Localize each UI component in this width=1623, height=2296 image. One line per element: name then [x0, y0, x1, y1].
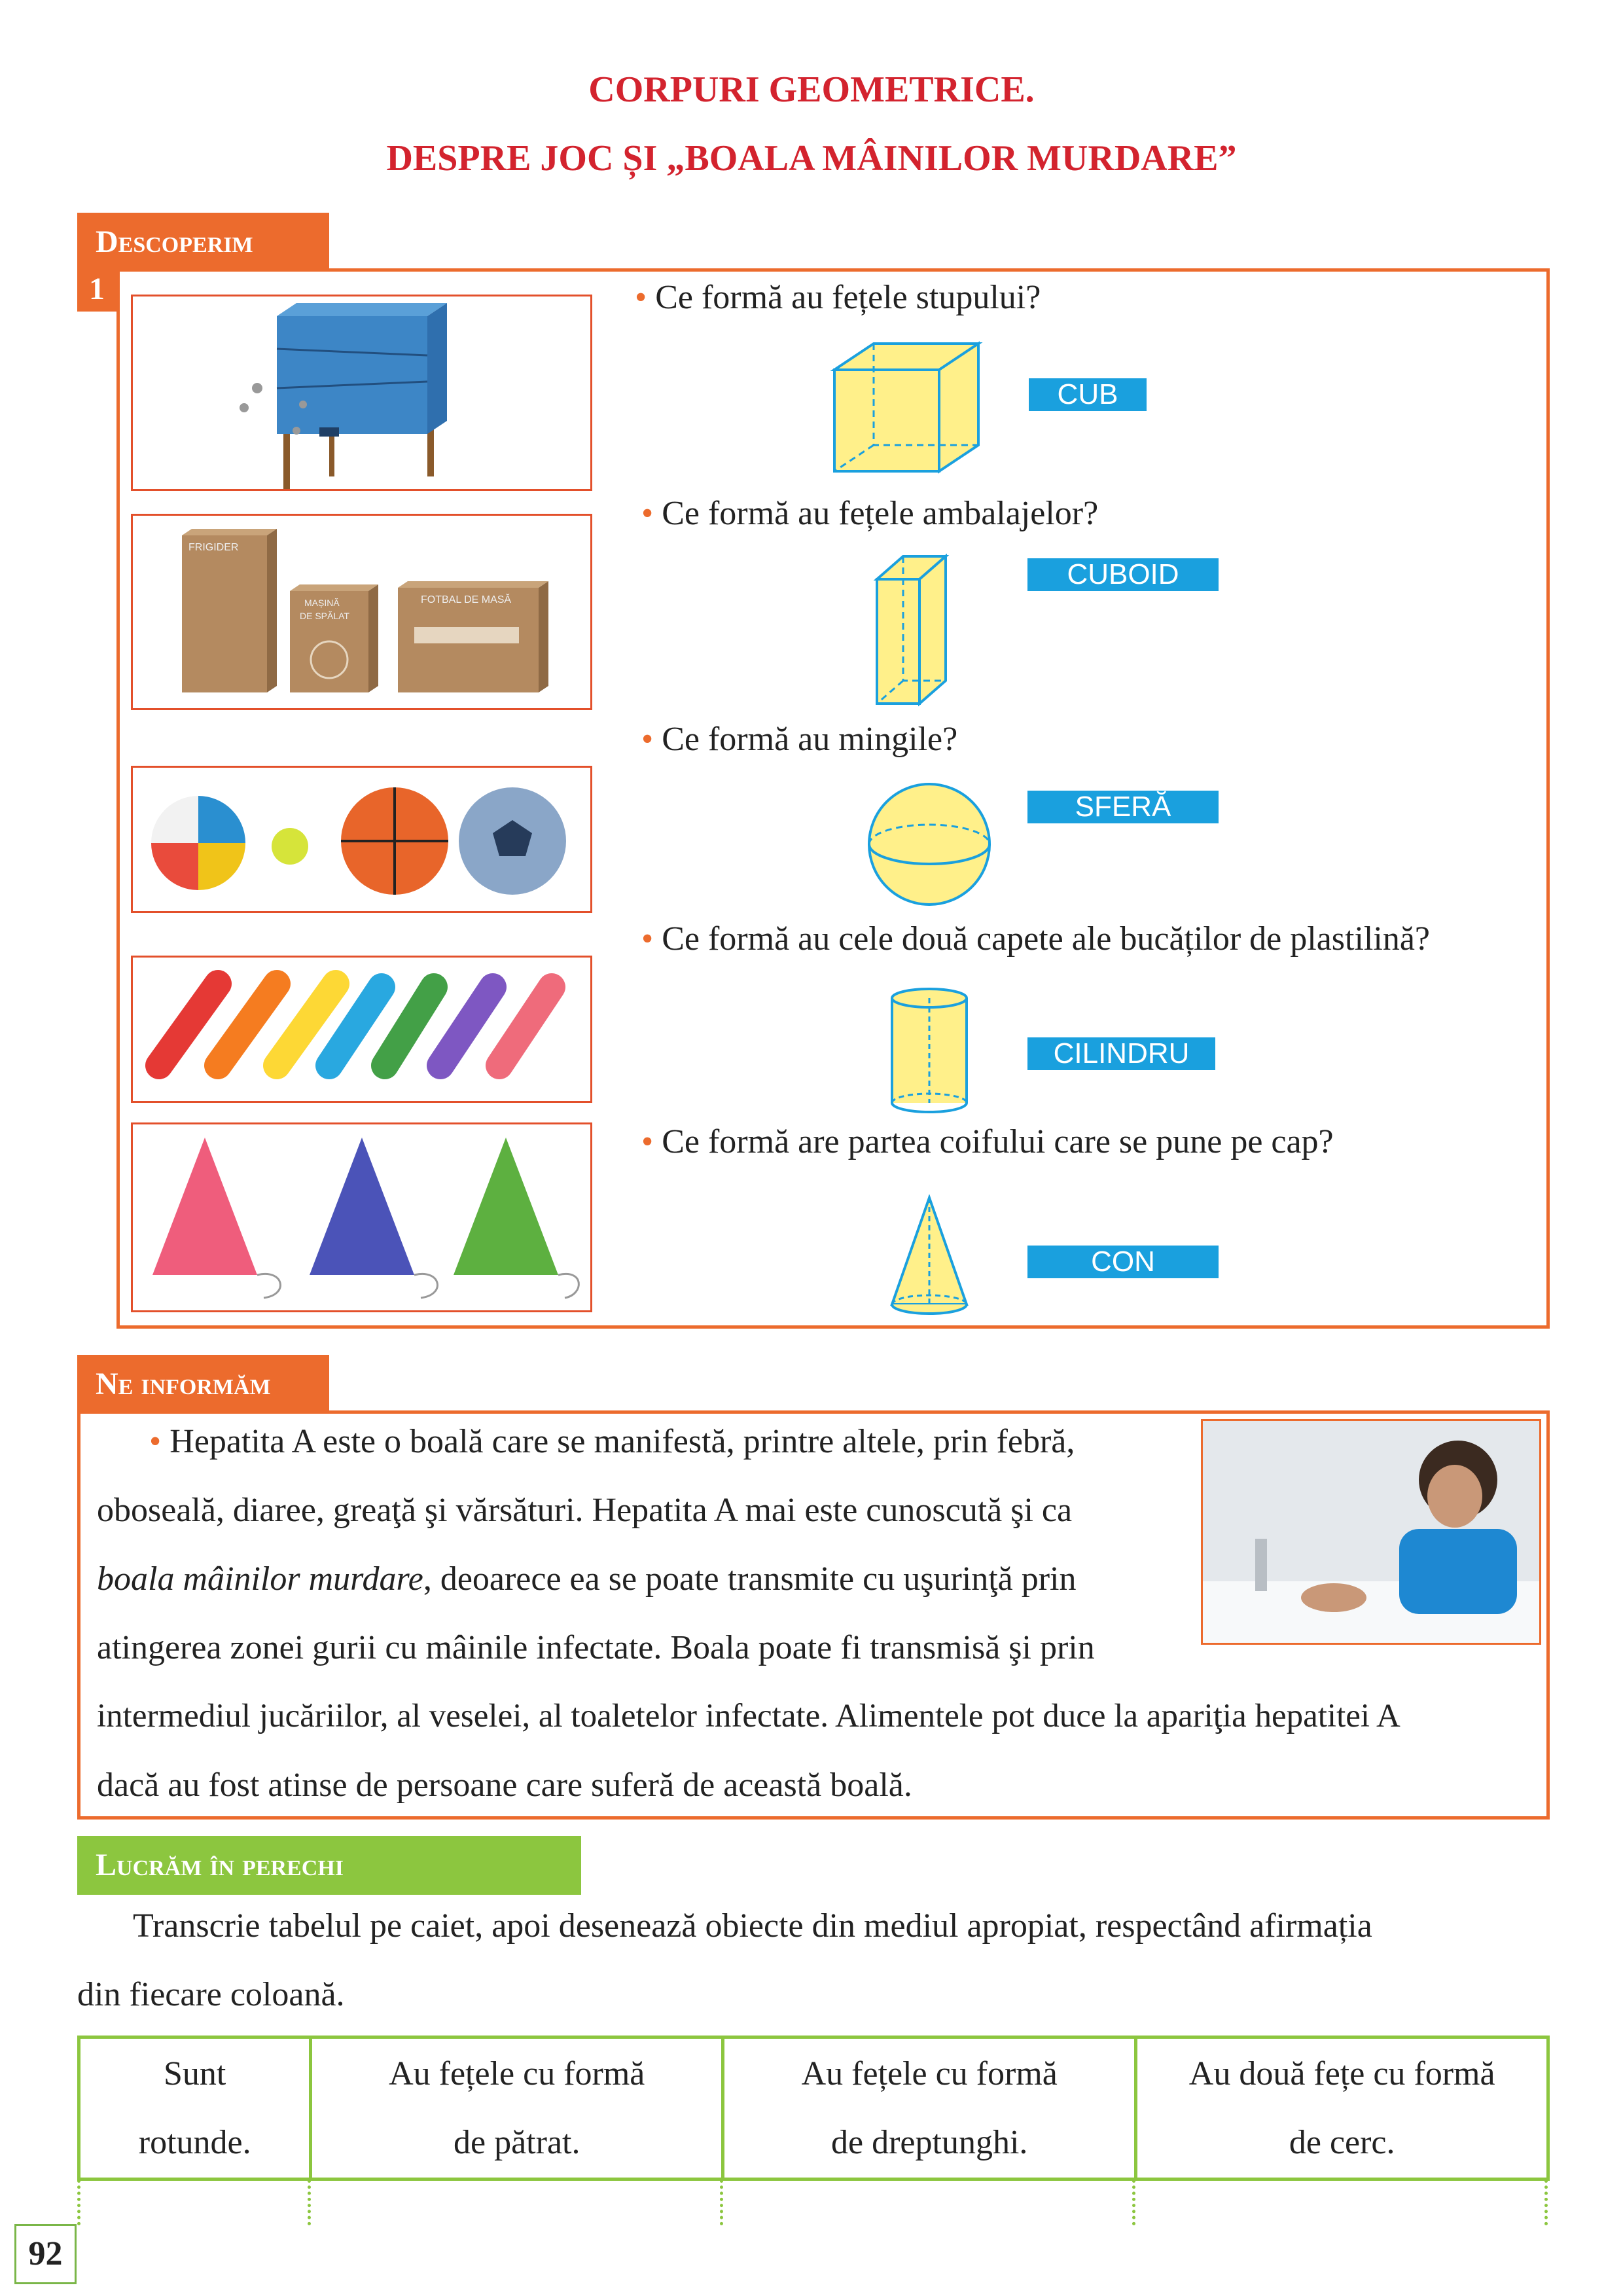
sphere-icon	[864, 779, 995, 910]
page-title-line1: CORPURI GEOMETRICE.	[588, 69, 1035, 110]
foosball-label: FOTBAL DE MASĂ	[421, 594, 512, 605]
info-line-2: oboseală, diaree, greaţă şi vărsături. Hepatita A mai este cunoscută şi ca	[97, 1492, 1073, 1529]
question-4: • Ce formă au cele două capete ale bucăților de plastilină?	[641, 920, 1430, 958]
beehive-icon	[133, 296, 592, 491]
packages-image	[131, 514, 592, 710]
table-cell: Au fețele cu formă de pătrat.	[311, 2037, 723, 2179]
question-2: • Ce formă au fețele ambalajelor?	[641, 495, 1099, 532]
page-number: 92	[14, 2224, 77, 2284]
question-1: • Ce formă au fețele stupului?	[635, 279, 1041, 316]
info-line-3: boala mâinilor murdare, deoarece ea se poate transmite cu uşurinţă prin	[97, 1560, 1077, 1598]
info-line-1: • Hepatita A este o boală care se manifestă, printre altele, prin febră,	[149, 1423, 1075, 1460]
balls-icon	[133, 768, 592, 913]
washer-label-2: DE SPĂLAT	[300, 611, 349, 621]
party-hats-icon	[133, 1124, 592, 1312]
page-title-line2: DESPRE JOC ȘI „BOALA MÂINILOR MURDARE”	[386, 138, 1237, 179]
cone-icon	[887, 1194, 972, 1319]
party-hats-image	[131, 1122, 592, 1312]
cube-icon	[825, 340, 988, 478]
answer-cuboid: CUBOID	[1027, 558, 1219, 591]
info-line-5: intermediul jucăriilor, al veselei, al toaletelor infectate. Alimentele pot duce la apariţia hepatitei A	[97, 1698, 1400, 1734]
washer-label-1: MAȘINĂ	[304, 598, 340, 608]
child-washing-hands-photo	[1201, 1419, 1541, 1645]
answer-sfera: SFERĂ	[1027, 791, 1219, 823]
info-line-4: atingerea zonei gurii cu mâinile infectate. Boala poate fi transmisă şi prin	[97, 1629, 1095, 1666]
section-label-lucram	[77, 1836, 581, 1895]
activity-table	[77, 2036, 1550, 2181]
bullet-icon: •	[149, 1423, 170, 1460]
table-dotted-line	[720, 2179, 723, 2225]
question-5: • Ce formă are partea coifului care se pune pe cap?	[641, 1123, 1334, 1160]
cuboid-icon	[870, 553, 955, 710]
answer-cilindru: CILINDRU	[1027, 1037, 1215, 1070]
plasticine-image	[131, 956, 592, 1103]
info-line-6: dacă au fost atinse de persoane care suferă de această boală.	[97, 1767, 912, 1804]
instruction-line-2: din fiecare coloană.	[77, 1976, 345, 2013]
cylinder-icon	[887, 985, 972, 1116]
fridge-label: FRIGIDER	[188, 542, 239, 553]
table-dotted-line	[77, 2179, 80, 2225]
section-label-descoperim	[77, 213, 329, 272]
table-cell: Au două fețe cu formă de cerc.	[1136, 2037, 1548, 2179]
section-label-text: Lucrăm în perechi	[96, 1848, 344, 1882]
balls-image	[131, 766, 592, 913]
instruction-line-1: Transcrie tabelul pe caiet, apoi desenează obiecte din mediul apropiat, respectând afirmația	[133, 1907, 1372, 1945]
answer-cub: CUB	[1029, 378, 1147, 411]
exercise-number: 1	[77, 267, 116, 312]
table-dotted-line	[308, 2179, 311, 2225]
question-3: • Ce formă au mingile?	[641, 721, 958, 758]
table-cell: Au fețele cu formă de dreptunghi.	[723, 2037, 1136, 2179]
section-label-text: Descoperim	[96, 224, 253, 259]
table-dotted-line	[1132, 2179, 1135, 2225]
table-cell: Sunt rotunde.	[79, 2037, 311, 2179]
section-label-text: Ne informăm	[96, 1367, 271, 1401]
answer-con: CON	[1027, 1246, 1219, 1278]
plasticine-icon	[133, 958, 592, 1103]
table-row	[79, 2037, 1548, 2179]
section-label-ne-informam	[77, 1355, 329, 1414]
handwashing-icon	[1203, 1421, 1541, 1645]
table-dotted-line	[1544, 2179, 1548, 2225]
beehive-image	[131, 295, 592, 491]
